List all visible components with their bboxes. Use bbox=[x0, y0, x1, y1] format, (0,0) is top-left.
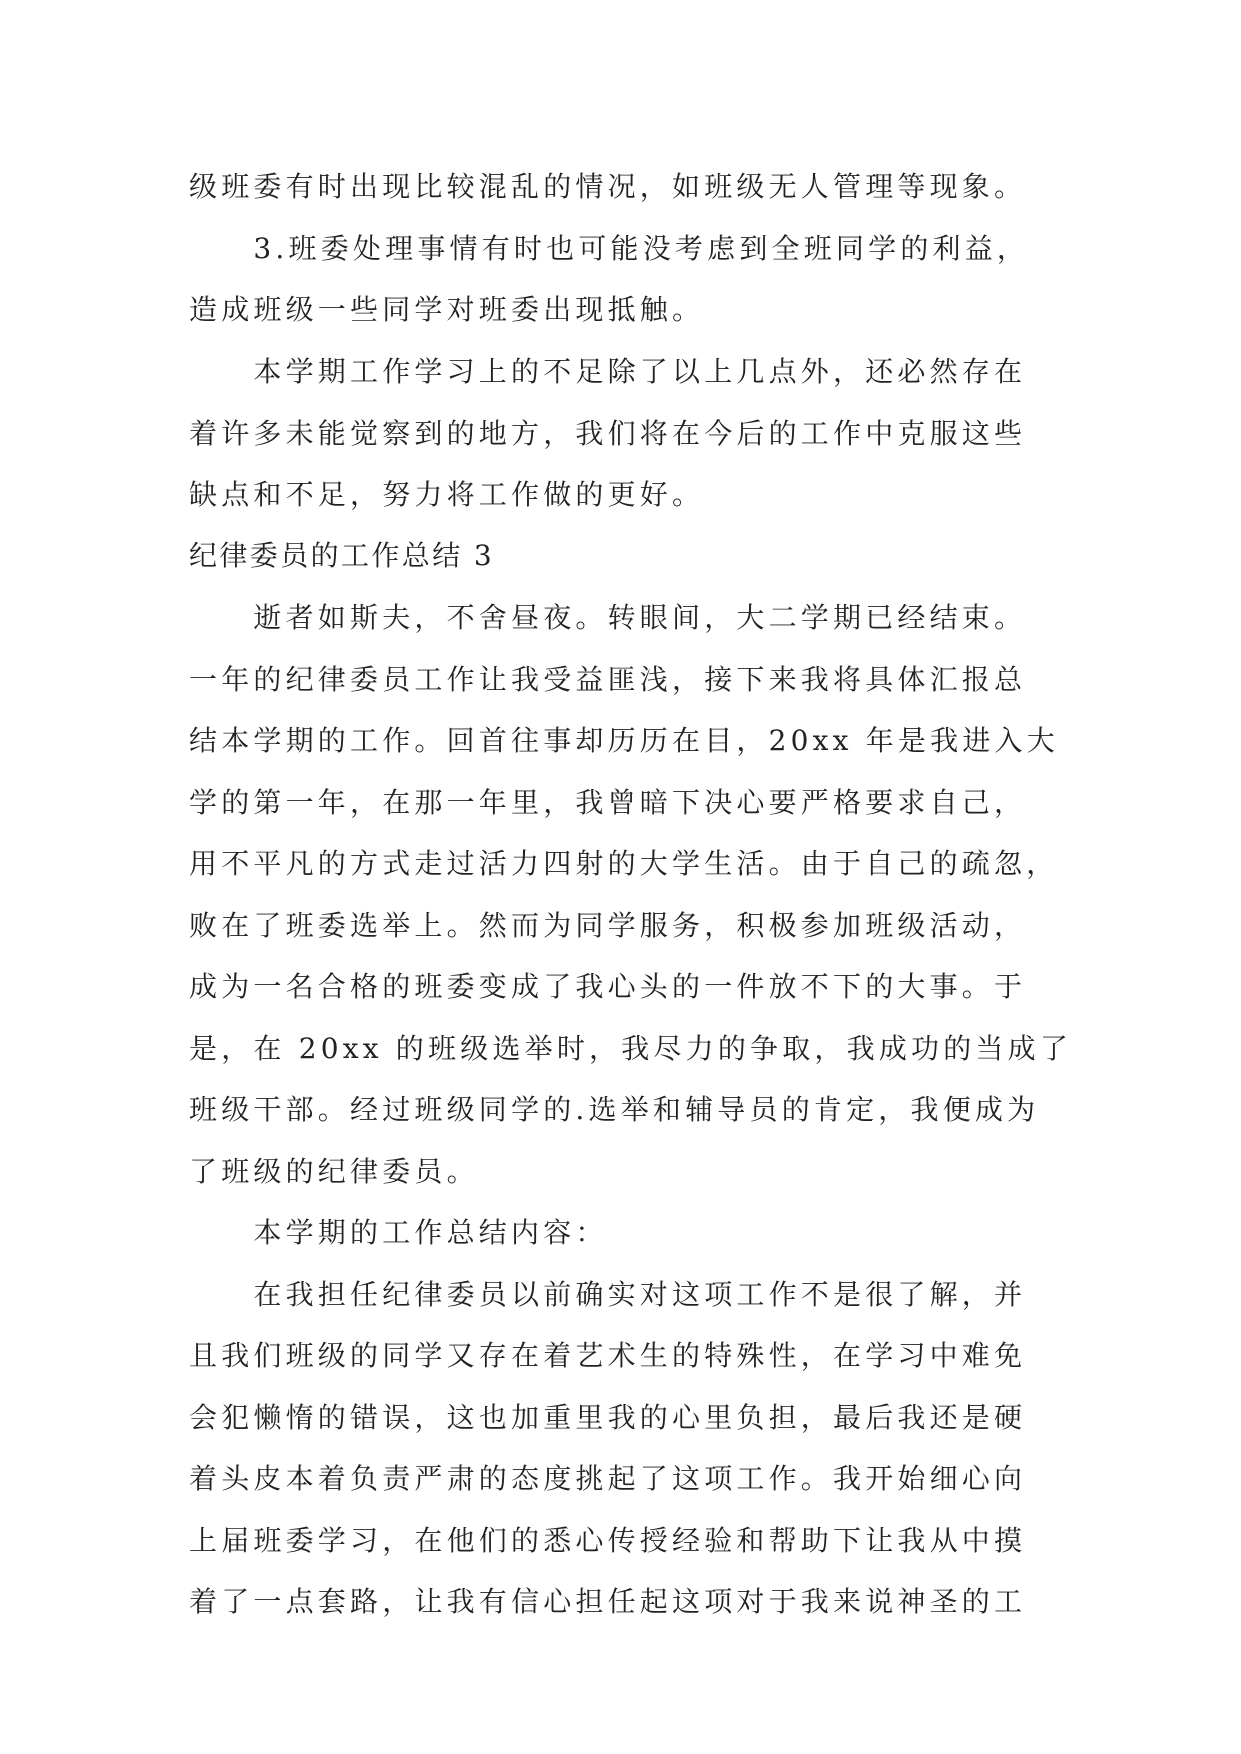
text-line: 结本学期的工作。回首往事却历历在目，20xx 年是我进入大 bbox=[189, 724, 1059, 757]
text-line: 且我们班级的同学又存在着艺术生的特殊性，在学习中难免 bbox=[189, 1339, 1027, 1372]
text-line: 会犯懒惰的错误，这也加重里我的心里负担，最后我还是硬 bbox=[189, 1401, 1027, 1434]
text-line: 3.班委处理事情有时也可能没考虑到全班同学的利益， bbox=[189, 232, 1030, 265]
text-line: 本学期的工作总结内容： bbox=[189, 1216, 608, 1249]
text-line: 了班级的纪律委员。 bbox=[189, 1155, 479, 1188]
text-line: 在我担任纪律委员以前确实对这项工作不是很了解，并 bbox=[189, 1278, 1027, 1311]
text-line: 着头皮本着负责严肃的态度挑起了这项工作。我开始细心向 bbox=[189, 1462, 1027, 1495]
section-heading: 纪律委员的工作总结 3 bbox=[189, 539, 495, 572]
text-line: 级班委有时出现比较混乱的情况，如班级无人管理等现象。 bbox=[189, 170, 1027, 203]
text-line: 上届班委学习，在他们的悉心传授经验和帮助下让我从中摸 bbox=[189, 1524, 1027, 1557]
text-line: 班级干部。经过班级同学的.选举和辅导员的肯定，我便成为 bbox=[189, 1093, 1040, 1126]
text-line: 一年的纪律委员工作让我受益匪浅，接下来我将具体汇报总 bbox=[189, 663, 1027, 696]
text-line: 败在了班委选举上。然而为同学服务，积极参加班级活动， bbox=[189, 909, 1027, 942]
text-line: 是，在 20xx 的班级选举时，我尽力的争取，我成功的当成了 bbox=[189, 1032, 1073, 1065]
text-line: 学的第一年，在那一年里，我曾暗下决心要严格要求自己， bbox=[189, 786, 1027, 819]
text-line: 造成班级一些同学对班委出现抵触。 bbox=[189, 293, 705, 326]
text-line: 缺点和不足，努力将工作做的更好。 bbox=[189, 478, 705, 511]
text-line: 着了一点套路，让我有信心担任起这项对于我来说神圣的工 bbox=[189, 1585, 1027, 1618]
text-line: 用不平凡的方式走过活力四射的大学生活。由于自己的疏忽， bbox=[189, 847, 1059, 880]
text-line: 着许多未能觉察到的地方，我们将在今后的工作中克服这些 bbox=[189, 417, 1027, 450]
text-line: 本学期工作学习上的不足除了以上几点外，还必然存在 bbox=[189, 355, 1027, 388]
text-line: 逝者如斯夫，不舍昼夜。转眼间，大二学期已经结束。 bbox=[189, 601, 1027, 634]
text-line: 成为一名合格的班委变成了我心头的一件放不下的大事。于 bbox=[189, 970, 1027, 1003]
